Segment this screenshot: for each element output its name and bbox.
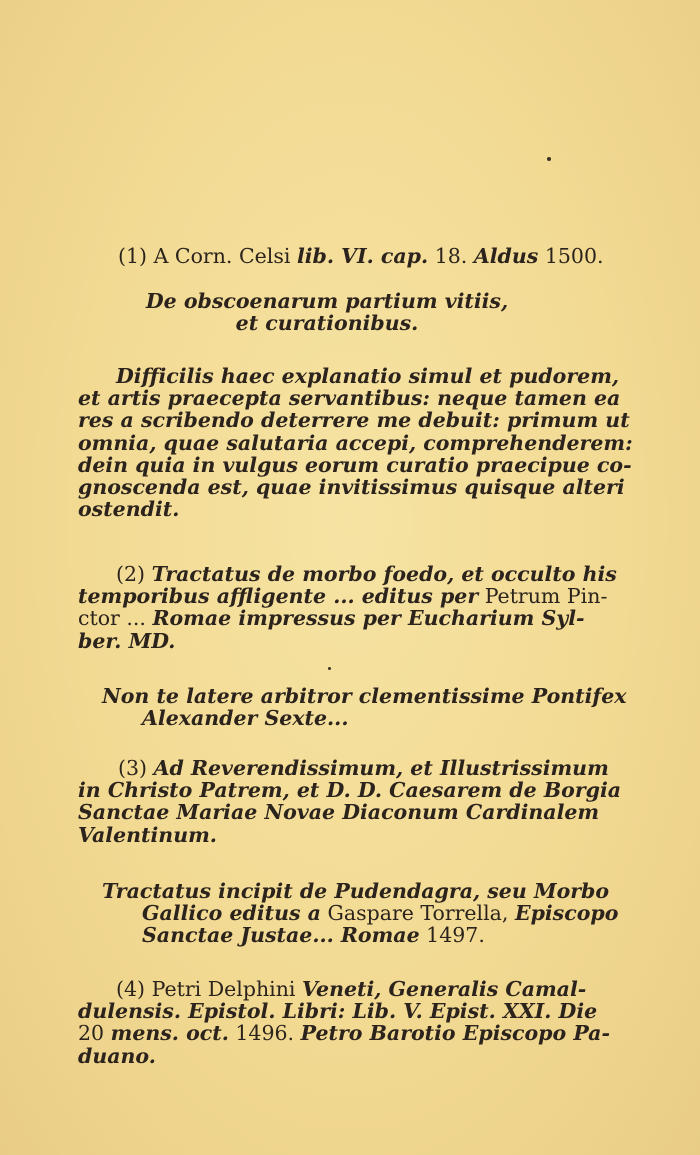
footnote-marker: (4) [116,977,146,1001]
quote-torrella: Tractatus incipit de Pudendagra, seu Morbo Gallico editus a Gaspare Torrella, Episcopo Sanctae Justae... Romae 1497. [102,879,619,948]
ink-speck [547,157,551,161]
footnote-marker: (1) [118,244,148,268]
citation-author: A Corn. Celsi [153,244,291,268]
citation-book: lib. VI. cap. [296,244,429,268]
footnote-3: (3) Ad Reverendissimum, et Illustrissimum in Christo Patrem, et D. D. Caesarem de Borgia Sanctae Mariae Novae Diaconum Cardinalem Valentinum. [78,756,622,847]
citation-printer: Aldus [473,244,539,268]
celsus-paragraph: Difficilis haec explanatio simul et pudorem, et artis praecepta servantibus: neque tamen ea res a scribendo deterrere me debuit: primum ut omnia, quae salutaria accepi, comprehenderem: dein quia in vulgus eorum curatio praecipue co- gnoscenda est, quae invitissimus quisque alteri ostendit. [78,364,633,522]
footnote-4: (4) Petri Delphini Veneti, Generalis Camal- dulensis. Epistol. Libri: Lib. V. Epist. XXI. Die 20 mens. oct. 1496. Petro Barotio Episcopo Pa- duano. [78,977,610,1068]
section-title: De obscoenarum partium vitiis, et curationibus. [145,289,509,336]
footnote-marker: (3) [118,756,148,780]
footnote-2: (2) Tractatus de morbo foedo, et occulto his temporibus affligente ... editus per Petrum Pin- ctor ... Romae impressus per Eucharium Syl- ber. MD. [78,562,617,653]
ink-speck [328,667,331,670]
footnote-marker: (2) [116,562,146,586]
quote-alexander: Non te latere arbitror clementissime Pontifex Alexander Sexte... [102,684,627,731]
citation-number: 18. [434,244,468,268]
citation-year: 1500. [544,244,604,268]
footnote-1 [78,245,612,267]
